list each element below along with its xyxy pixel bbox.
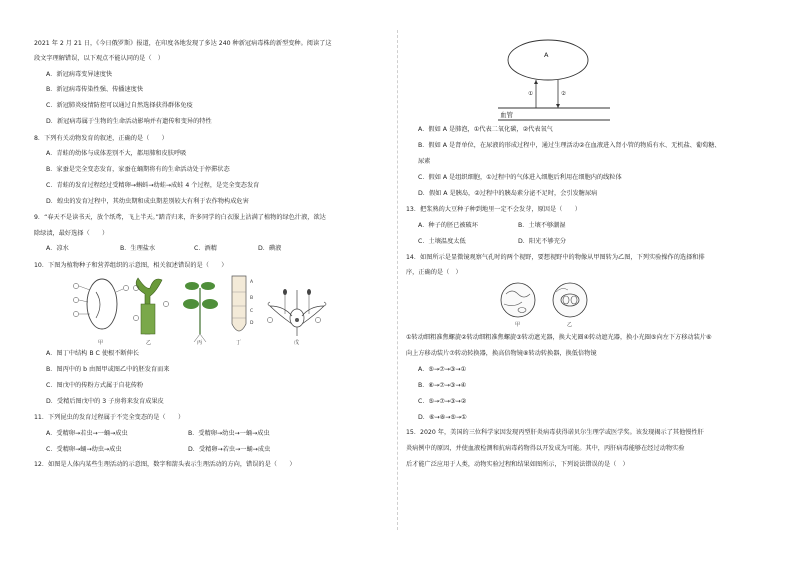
q11-stem: 11．下列昆虫的发育过程属于不完全变态的是（ ）: [34, 414, 185, 421]
q9-stem-line-2: 除绿渍，最好选择（ ）: [34, 230, 109, 237]
q8-option-c: C．青蛙的发育过程经过受精卵→蝌蚪→幼蛙→成蛙 4 个过程，是完全变态发育: [46, 182, 260, 189]
q14-option-c: C．⑤→⑦→③→②: [418, 398, 467, 405]
q-intro-line-1: 2021 年 2 月 21 日，《今日俄罗斯》报道，在印度各地发现了多达 240 种新冠病毒株的新型变种。阅读了这: [34, 40, 332, 47]
q10-figure: [70, 274, 340, 346]
q15-stem-line-3: 后才能广泛应用于人类，动物实验过程和结果如图所示，下列说法错误的是（ ）: [406, 461, 629, 468]
svg-text:B: B: [250, 296, 254, 301]
q10-figure-drawing: [70, 274, 340, 346]
svg-text:C: C: [250, 309, 254, 314]
q8-option-a: A．青蛙的幼体与成体差别不大，都用肺和皮肤呼吸: [46, 150, 187, 157]
q12-figure: [498, 38, 618, 122]
fig-label-wu: 戊: [294, 340, 300, 346]
q9-option-a: A．凉水: [46, 245, 69, 252]
q14-option-d: D．⑥→⑧→⑤→①: [418, 414, 467, 421]
q10-option-c: C．图戊中的传粉方式属于自花传粉: [46, 382, 144, 389]
q12-option-a: A．假如 A 是肺泡，①代表二氧化碳，②代表氧气: [418, 126, 553, 133]
q15-stem-line-1: 15．2020 年，美国的三位科学家因发现丙型肝炎病毒获得诺贝尔生理学或医学奖。该发现揭示了其他慢性肝: [406, 429, 704, 436]
q12-option-b: B．假如 A 是肾单位，在尿液的形成过程中，通过生理活动②在血液进入肾小管的物质有水、无机盐、葡萄糖、: [418, 142, 721, 149]
fig-arrow-2: ②: [561, 91, 566, 97]
q11-option-d: D．受精卵→若虫→一蛹→成虫: [188, 446, 271, 453]
q-intro-option-c: C．新冠肺炎疫情防控可以通过自然选择获得群体免疫: [46, 102, 193, 109]
q11-option-b: B．受精卵→幼虫→一蛹→成虫: [188, 430, 270, 437]
fig-label-yi-2: 乙: [567, 322, 573, 328]
q8-stem: 8．下列有关动物发育的叙述，正确的是（ ）: [34, 135, 168, 142]
q12-figure-drawing: [498, 38, 618, 122]
fig-a-label: A: [544, 51, 549, 59]
q10-option-d: D．受精后图戊中的 3 子房将来发育成果皮: [46, 398, 164, 405]
q14-option-a: A．⑤→⑦→③→①: [418, 366, 467, 373]
q14-figure-drawing: [496, 280, 592, 330]
column-divider: [397, 30, 398, 530]
q8-option-b: B．家蚕是完全变态发育，家蚕在蛹期将有的生命活动处于停滞状态: [46, 166, 230, 173]
q9-option-b: B．生理盐水: [120, 245, 156, 252]
q14-stem-line-2: 序，正确的是（ ）: [406, 269, 462, 276]
root-tip-drawing: [232, 276, 254, 331]
fig-label-ding: 丁: [236, 340, 242, 346]
q13-stem: 13．把浆熟的大豆种子种到地里一定不会发芽，原因是（ ）: [406, 206, 581, 213]
q10-option-b: B．图丙中的 b 由图甲或图乙中的胚发育而来: [46, 366, 170, 373]
flower-drawing: [267, 289, 326, 336]
svg-text:A: A: [250, 280, 254, 285]
q9-stem-line-1: 9．“春天不是读书天，放个纸鸢，飞上半天。”踏青归来，许多同学的白衣服上沾满了植物的绿色汁液，欲达: [34, 214, 326, 221]
fig-arrow-1: ①: [528, 91, 533, 97]
q10-stem: 10．下图为植物种子和营养组织的示意图，相关叙述错误的是（ ）: [34, 262, 228, 269]
q13-option-c: C．土壤温度太低: [418, 238, 466, 245]
q12-option-b-cont: 尿素: [418, 158, 431, 165]
fig-label-jia: 甲: [98, 340, 104, 346]
fig-label-jia-2: 甲: [515, 322, 521, 328]
q13-option-b: B．土壤不够潮湿: [518, 222, 566, 229]
q-intro-option-b: B．新冠病毒传染性强、传播速度快: [46, 86, 144, 93]
fig-label-yi: 乙: [146, 340, 152, 346]
q12-option-c: C．假如 A 是组织细胞，①过程中的气体进入细胞后利用在细胞内的线粒体: [418, 174, 622, 181]
q14-steps-line-1: ①转动细粗准焦螺旋②转动细粗准焦螺旋③转动遮光器，换大光圈④转动遮光器，换小光圈⑤向左下方移动装片⑥: [406, 334, 712, 341]
q14-figure: [496, 280, 592, 330]
seedling-corn-drawing: [133, 278, 168, 334]
q14-option-b: B．⑥→⑦→③→④: [418, 382, 467, 389]
svg-text:D: D: [250, 321, 254, 326]
q15-stem-line-2: 炎病例中的原因，并使血液检测和抗病毒药物得以开发成为可能。其中，丙肝病毒能够在经过动物实验: [406, 445, 685, 452]
q9-option-c: C．酒精: [194, 245, 217, 252]
q-intro-line-2: 段文字理解错误，以下观点不能认同的是（ ）: [34, 55, 164, 62]
q14-stem-line-1: 14．如图所示是显微镜观察气孔时的两个视野，要想视野中的物像从甲图转为乙图，下列实验操作的选择和排: [406, 254, 705, 261]
plant-bean-drawing: [183, 282, 218, 342]
q12-stem: 12．如图是人体内某些生理活动的示意图，数字和箭头表示生理活动的方向，错误的是（ ）: [34, 461, 296, 468]
q9-option-d: D．碘液: [258, 245, 282, 252]
q8-option-d: D．蝗虫的发育过程中，其幼虫期和成虫期差别较大有利于农作物构成危害: [46, 198, 249, 205]
q14-steps-line-2: 向上方移动装片⑦转动转换器，换高倍物镜⑧转动转换器，换低倍物镜: [406, 350, 597, 357]
q-intro-option-a: A．新冠病毒变异速度快: [46, 71, 113, 78]
q13-option-d: D．阳光不够充分: [518, 238, 567, 245]
q10-option-a: A．图丁中结构 B C 使根不断伸长: [46, 350, 139, 357]
q11-option-a: A．受精卵→若虫→一蛹→成虫: [46, 430, 128, 437]
q11-option-c: C．受精卵→蛹→幼虫→成虫: [46, 446, 122, 453]
fig-vessel-label: 血管: [500, 111, 513, 119]
q12-option-d: D．假如 A 是胰岛，②过程中的胰岛素分泌不足时，会引发糖尿病: [418, 190, 598, 197]
q13-option-a: A．种子的胚已被破坏: [418, 222, 478, 229]
q-intro-option-d: D．新冠病毒属于生物的生命活动影响并有遗传和变异的特性: [46, 118, 212, 125]
seed-bean-drawing: [73, 279, 128, 329]
fig-label-bing: 丙: [197, 340, 203, 346]
